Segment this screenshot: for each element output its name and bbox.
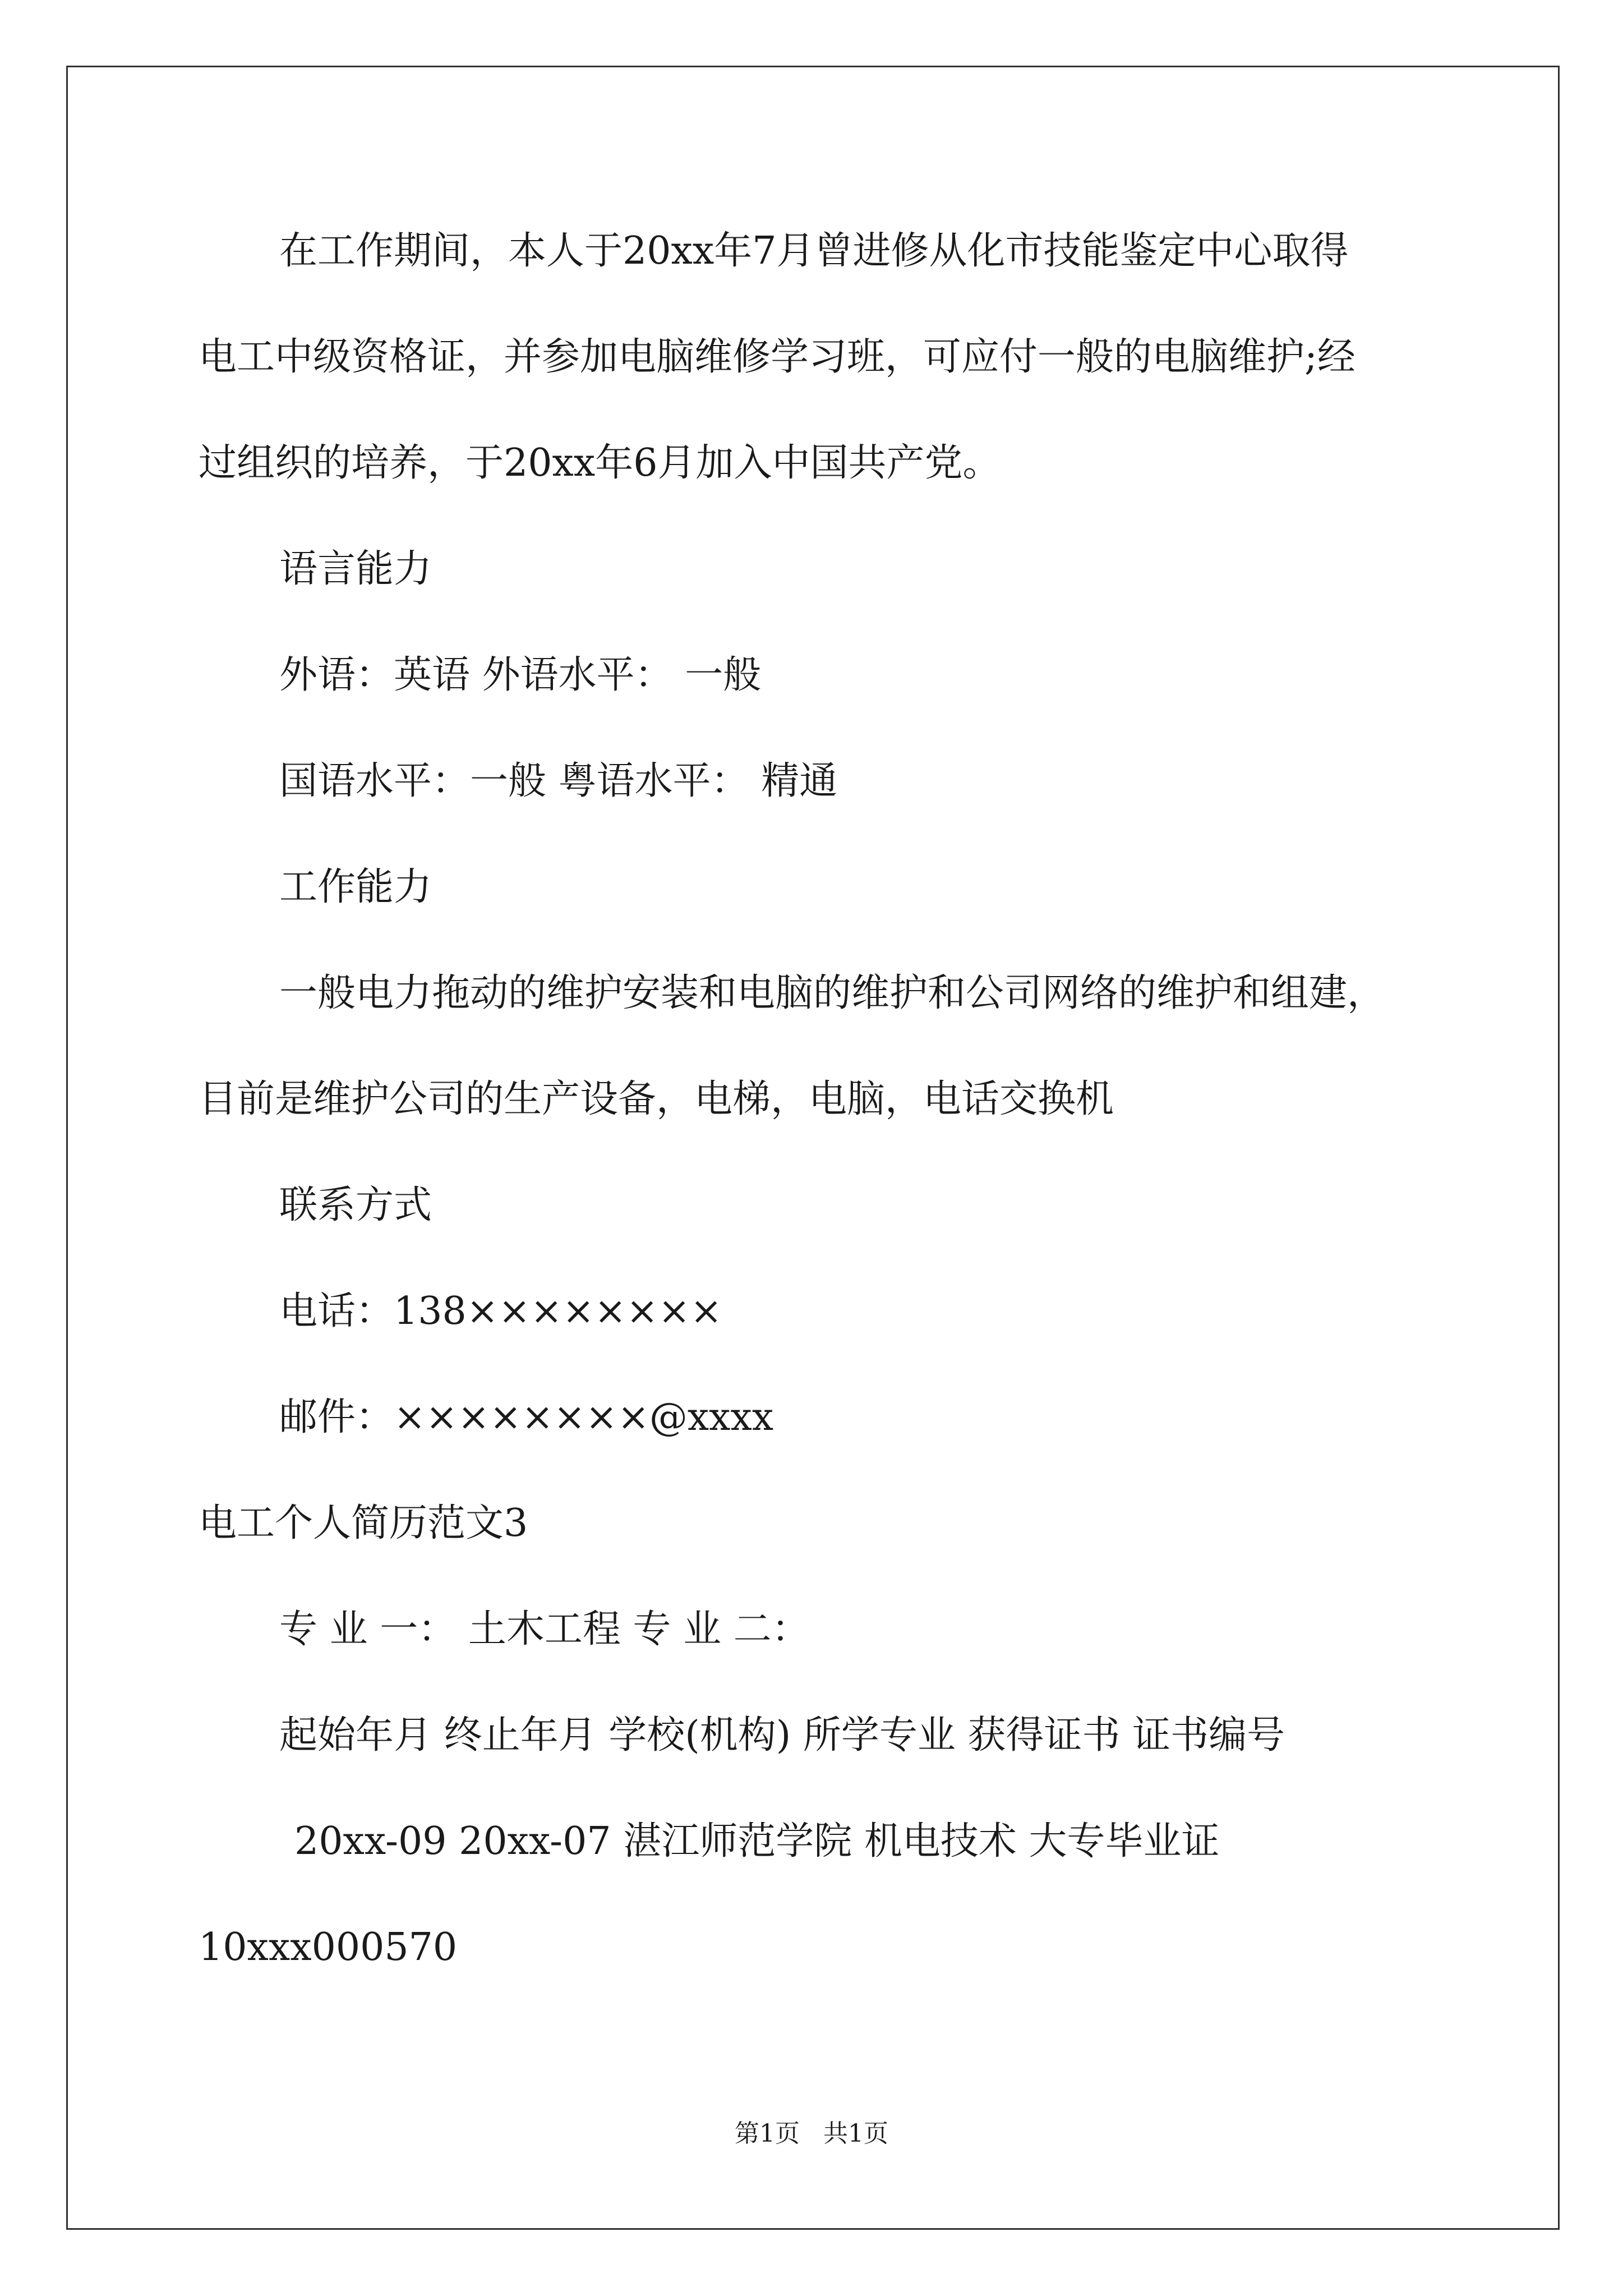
- paragraph-line: 在工作期间，本人于20xx年7月曾进修从化市技能鉴定中心取得: [279, 229, 1349, 273]
- page-footer: 第1页 共1页: [735, 2119, 888, 2148]
- section-heading-language: 语言能力: [279, 547, 432, 591]
- document-heading: 电工个人简历范文3: [199, 1501, 528, 1545]
- paragraph-line: 过组织的培养，于20xx年6月加入中国共产党。: [199, 441, 1001, 485]
- paragraph-line: 外语：英语 外语水平： 一般: [279, 653, 762, 697]
- paragraph-line: 目前是维护公司的生产设备，电梯，电脑，电话交换机: [199, 1077, 1114, 1121]
- email-line: 邮件：××××××××@xxxx: [279, 1395, 774, 1439]
- paragraph-line: 专 业 一： 土木工程 专 业 二：: [279, 1607, 810, 1651]
- paragraph-line: 电工中级资格证，并参加电脑维修学习班，可应付一般的电脑维护;经: [199, 335, 1355, 379]
- paragraph-line: 一般电力拖动的维护安装和电脑的维护和公司网络的维护和组建，: [279, 971, 1386, 1015]
- table-row: 20xx-09 20xx-07 湛江师范学院 机电技术 大专毕业证: [294, 1819, 1220, 1864]
- phone-line: 电话：138××××××××: [279, 1289, 722, 1333]
- page-border: [66, 66, 1560, 2230]
- table-header-line: 起始年月 终止年月 学校(机构) 所学专业 获得证书 证书编号: [279, 1713, 1285, 1757]
- section-heading-contact: 联系方式: [279, 1183, 432, 1227]
- table-row-continuation: 10xxx000570: [199, 1925, 458, 1970]
- paragraph-line: 国语水平：一般 粤语水平： 精通: [279, 759, 838, 803]
- section-heading-work: 工作能力: [279, 865, 432, 909]
